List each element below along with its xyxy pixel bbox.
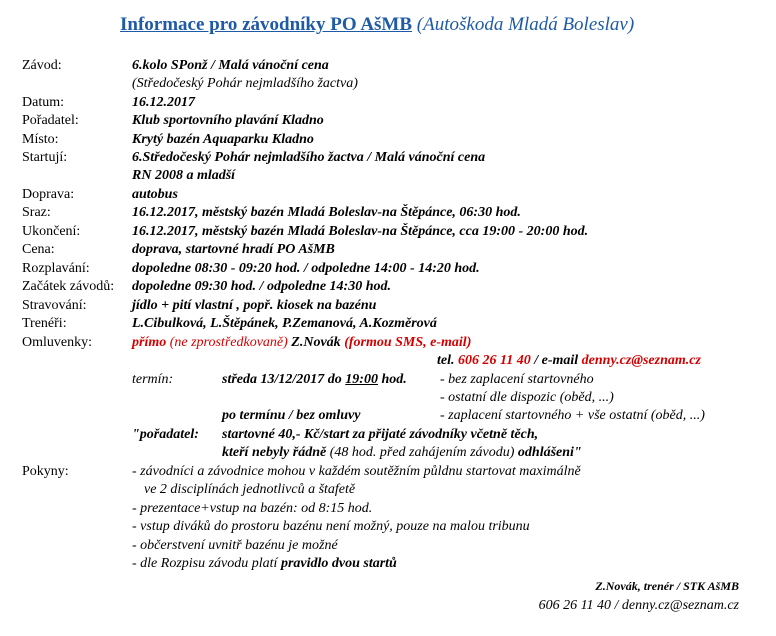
omluvenky-forma: (formou SMS, e-mail): [344, 335, 472, 350]
tel-number: 606 26 11 40: [458, 353, 531, 368]
footer-contact: 606 26 11 40 / denny.cz@seznam.cz: [538, 598, 739, 613]
note-zaplaceni: - zaplacení startovného + vše ostatní (oběd, ...): [440, 408, 705, 423]
page-title: [120, 13, 634, 37]
value-startuji: 6.Středočeský Pohár nejmladšího žactva / Malá vánoční cena: [132, 150, 486, 165]
omluvenky-primo: přímo: [132, 335, 167, 350]
omluvenky-nezprostredkovane: (ne zprostředkovaně): [169, 335, 288, 350]
value-misto: Krytý bazén Aquaparku Kladno: [132, 132, 314, 147]
value-startuji-sub: RN 2008 a mladší: [132, 168, 236, 183]
label-poradatel: Pořadatel:: [22, 113, 79, 128]
poradatel-quote-label: "pořadatel:: [132, 427, 199, 442]
poradatel-quote-line1: startovné 40,- Kč/start za přijaté závodníky včetně těch,: [222, 427, 539, 442]
label-zavod: Závod:: [22, 58, 62, 73]
value-zavod-sub: (Středočeský Pohár nejmladšího žactva): [132, 76, 358, 91]
value-zacatek: dopoledne 09:30 hod. / odpoledne 14:30 hod.: [132, 279, 391, 294]
termin-date: středa 13/12/2017 do: [222, 372, 342, 387]
omluvenky-line: [132, 334, 471, 351]
pokyny-item: - občerstvení uvnitř bazénu je možné: [132, 538, 338, 553]
value-doprava: autobus: [132, 187, 178, 202]
label-sraz: Sraz:: [22, 205, 51, 220]
quote-odhlaseni: odhlášeni": [517, 445, 582, 460]
label-zacatek: Začátek závodů:: [22, 279, 115, 294]
quote-48hod: (48 hod. před zahájením závodu): [329, 445, 515, 460]
label-stravovani: Stravování:: [22, 298, 87, 313]
value-datum: 16.12.2017: [132, 95, 195, 110]
label-misto: Místo:: [22, 132, 59, 147]
termin-label: termín:: [132, 372, 174, 387]
note-bez-zaplaceni: - bez zaplacení startovného: [440, 372, 594, 387]
label-pokyny: Pokyny:: [22, 464, 69, 479]
label-rozplavani: Rozplavání:: [22, 261, 90, 276]
value-ukonceni: 16.12.2017, městský bazén Mladá Boleslav-na Štěpánce, cca 19:00 - 20:00 hod.: [132, 224, 589, 239]
po-terminu: po termínu / bez omluvy: [222, 408, 361, 423]
omluvenky-name: Z.Novák: [291, 335, 341, 350]
label-ukonceni: Ukončení:: [22, 224, 81, 239]
title-main: Informace pro závodníky PO AšMB: [120, 14, 413, 35]
pokyny-item: - závodníci a závodnice mohou v každém soutěžním půldnu startovat maximálně: [132, 464, 581, 479]
poradatel-quote-line2: [222, 444, 582, 461]
title-subtitle: (Autoškoda Mladá Boleslav): [416, 14, 635, 35]
value-poradatel: Klub sportovního plavání Kladno: [132, 113, 324, 128]
value-rozplavani: dopoledne 08:30 - 09:20 hod. / odpoledne 14:00 - 14:20 hod.: [132, 261, 480, 276]
pokyny-item-last: [132, 555, 397, 572]
tel-prefix: tel.: [437, 353, 455, 368]
pokyny-item: ve 2 disciplínách jednotlivců a štafetě: [144, 482, 356, 497]
value-sraz: 16.12.2017, městský bazén Mladá Boleslav-na Štěpánce, 06:30 hod.: [132, 205, 521, 220]
value-cena: doprava, startovné hradí PO AšMB: [132, 242, 335, 257]
label-doprava: Doprava:: [22, 187, 75, 202]
quote-nebyly: kteří nebyly řádně: [222, 445, 327, 460]
value-zavod: 6.kolo SPonž / Malá vánoční cena: [132, 58, 329, 73]
termin-hod: hod.: [381, 372, 407, 387]
pokyny-last-bold: pravidlo dvou startů: [280, 556, 397, 571]
value-treneri: L.Cibulková, L.Štěpánek, P.Zemanová, A.Kozměrová: [132, 316, 437, 331]
pokyny-last-prefix: - dle Rozpisu závodu platí: [132, 556, 278, 571]
label-datum: Datum:: [22, 95, 64, 110]
label-cena: Cena:: [22, 242, 55, 257]
termin-date-line: [222, 371, 407, 388]
omluvenky-contact: [437, 352, 701, 369]
termin-time: 19:00: [345, 372, 378, 387]
email-prefix: / e-mail: [534, 353, 579, 368]
label-treneri: Trenéři:: [22, 316, 67, 331]
label-startuji: Startují:: [22, 150, 68, 165]
pokyny-item: - vstup diváků do prostoru bazénu není možný, pouze na malou tribunu: [132, 519, 530, 534]
label-omluvenky: Omluvenky:: [22, 335, 92, 350]
note-ostatni: - ostatní dle dispozic (oběd, ...): [440, 390, 614, 405]
pokyny-item: - prezentace+vstup na bazén: od 8:15 hod.: [132, 501, 373, 516]
email-link[interactable]: denny.cz@seznam.cz: [581, 353, 701, 368]
value-stravovani: jídlo + pití vlastní , popř. kiosek na bazénu: [132, 298, 377, 313]
footer-signature: Z.Novák, trenér / STK AšMB: [595, 579, 739, 593]
